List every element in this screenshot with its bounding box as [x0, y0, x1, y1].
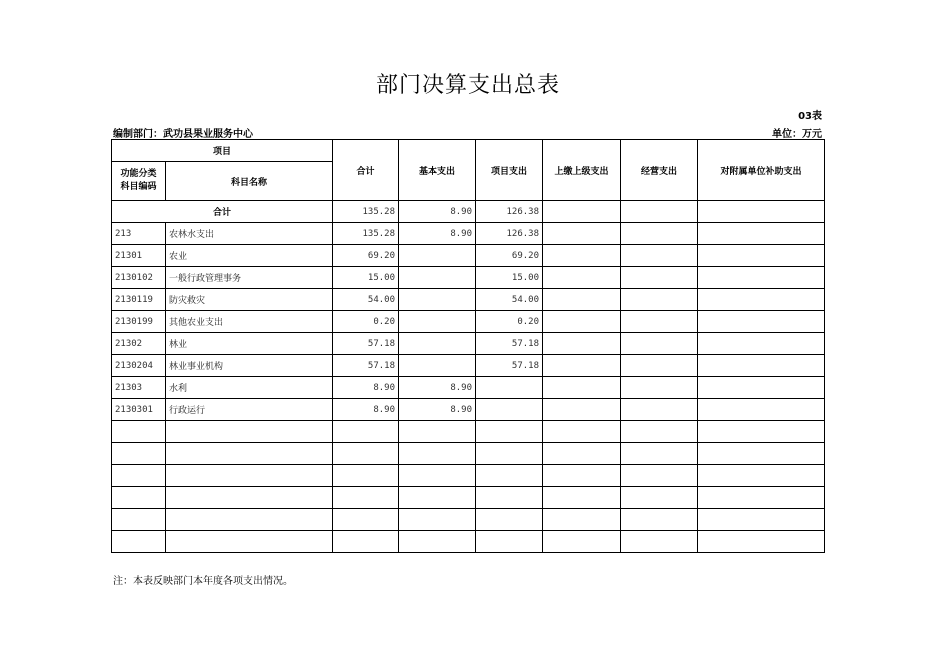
cell-name [166, 531, 333, 553]
cell-code: 2130301 [112, 399, 166, 421]
cell-total: 8.90 [333, 377, 399, 399]
cell-basic: 8.90 [399, 399, 476, 421]
cell-total [333, 487, 399, 509]
cell-subsidy [698, 399, 825, 421]
total-label: 合计 [112, 201, 333, 223]
cell-basic: 8.90 [399, 223, 476, 245]
cell-upper [543, 355, 621, 377]
cell-business [621, 487, 698, 509]
cell-project: 0.20 [476, 311, 543, 333]
cell-subsidy [698, 333, 825, 355]
table-row [112, 487, 825, 509]
cell-project: 57.18 [476, 355, 543, 377]
cell-code: 2130199 [112, 311, 166, 333]
expenditure-table [111, 139, 825, 553]
cell-project: 126.38 [476, 223, 543, 245]
table-row [112, 465, 825, 487]
cell-business [621, 509, 698, 531]
cell-basic [399, 333, 476, 355]
cell-code [112, 509, 166, 531]
cell-name [166, 465, 333, 487]
table-row [112, 421, 825, 443]
cell-upper [543, 311, 621, 333]
cell-basic: 8.90 [399, 377, 476, 399]
cell-project: 15.00 [476, 267, 543, 289]
cell-name: 其他农业支出 [166, 311, 333, 333]
cell-basic [399, 421, 476, 443]
cell-basic [399, 509, 476, 531]
header-func-code [112, 162, 166, 201]
cell-basic [399, 355, 476, 377]
header-project-expenditure: 项目支出 [476, 140, 543, 201]
table-row [112, 531, 825, 553]
table-row [112, 289, 825, 311]
cell-subsidy [698, 465, 825, 487]
cell-total [333, 509, 399, 531]
total-cell-project: 126.38 [476, 201, 543, 223]
total-cell-total: 135.28 [333, 201, 399, 223]
cell-basic [399, 487, 476, 509]
total-row [112, 201, 825, 223]
cell-name: 一般行政管理事务 [166, 267, 333, 289]
cell-name [166, 487, 333, 509]
cell-project [476, 399, 543, 421]
cell-business [621, 223, 698, 245]
total-cell-business [621, 201, 698, 223]
total-cell-subsidy [698, 201, 825, 223]
cell-total: 8.90 [333, 399, 399, 421]
table-row [112, 377, 825, 399]
cell-upper [543, 465, 621, 487]
cell-subsidy [698, 487, 825, 509]
cell-code: 21303 [112, 377, 166, 399]
header-upper-payment: 上缴上级支出 [543, 140, 621, 201]
table-row [112, 399, 825, 421]
header-total: 合计 [333, 140, 399, 201]
table-row [112, 333, 825, 355]
department-label: 编制部门：武功县果业服务中心 [113, 129, 253, 140]
form-number: 03表 [798, 111, 822, 122]
header-basic: 基本支出 [399, 140, 476, 201]
cell-business [621, 399, 698, 421]
cell-total: 57.18 [333, 355, 399, 377]
cell-upper [543, 223, 621, 245]
cell-code: 2130119 [112, 289, 166, 311]
cell-project: 69.20 [476, 245, 543, 267]
cell-name: 农业 [166, 245, 333, 267]
cell-name: 水利 [166, 377, 333, 399]
header-business: 经营支出 [621, 140, 698, 201]
cell-name: 林业 [166, 333, 333, 355]
cell-business [621, 289, 698, 311]
cell-subsidy [698, 223, 825, 245]
cell-upper [543, 333, 621, 355]
cell-subsidy [698, 421, 825, 443]
cell-subsidy [698, 267, 825, 289]
cell-code [112, 465, 166, 487]
total-cell-upper [543, 201, 621, 223]
header-project: 项目 [112, 140, 333, 162]
header-subsidy: 对附属单位补助支出 [698, 140, 825, 201]
cell-upper [543, 267, 621, 289]
header-func-code-line1: 功能分类 [120, 169, 157, 179]
cell-basic [399, 311, 476, 333]
cell-total: 135.28 [333, 223, 399, 245]
table-row [112, 311, 825, 333]
cell-subsidy [698, 245, 825, 267]
cell-code [112, 443, 166, 465]
cell-code [112, 531, 166, 553]
cell-business [621, 377, 698, 399]
cell-business [621, 531, 698, 553]
cell-name [166, 443, 333, 465]
cell-project [476, 421, 543, 443]
cell-basic [399, 289, 476, 311]
cell-business [621, 443, 698, 465]
cell-upper [543, 421, 621, 443]
cell-project [476, 509, 543, 531]
cell-total: 69.20 [333, 245, 399, 267]
cell-code: 213 [112, 223, 166, 245]
table-row [112, 355, 825, 377]
cell-subsidy [698, 509, 825, 531]
total-cell-basic: 8.90 [399, 201, 476, 223]
cell-name: 林业事业机构 [166, 355, 333, 377]
cell-project [476, 465, 543, 487]
cell-project: 57.18 [476, 333, 543, 355]
cell-business [621, 421, 698, 443]
cell-basic [399, 267, 476, 289]
header-func-code-line2: 科目编码 [120, 182, 157, 192]
cell-business [621, 355, 698, 377]
table-row [112, 443, 825, 465]
cell-basic [399, 531, 476, 553]
cell-upper [543, 377, 621, 399]
cell-basic [399, 245, 476, 267]
cell-total [333, 443, 399, 465]
cell-upper [543, 245, 621, 267]
cell-upper [543, 487, 621, 509]
cell-total: 15.00 [333, 267, 399, 289]
cell-upper [543, 531, 621, 553]
cell-business [621, 311, 698, 333]
table-row [112, 267, 825, 289]
cell-subsidy [698, 289, 825, 311]
cell-project [476, 377, 543, 399]
table-row [112, 245, 825, 267]
cell-code: 21301 [112, 245, 166, 267]
cell-code [112, 487, 166, 509]
cell-code: 2130102 [112, 267, 166, 289]
cell-total [333, 465, 399, 487]
cell-project [476, 443, 543, 465]
cell-name [166, 421, 333, 443]
cell-upper [543, 289, 621, 311]
cell-subsidy [698, 443, 825, 465]
table-row [112, 509, 825, 531]
cell-subsidy [698, 377, 825, 399]
cell-basic [399, 443, 476, 465]
cell-name: 行政运行 [166, 399, 333, 421]
cell-total [333, 531, 399, 553]
unit-label: 单位：万元 [772, 129, 822, 140]
cell-business [621, 245, 698, 267]
cell-business [621, 465, 698, 487]
cell-subsidy [698, 311, 825, 333]
cell-project [476, 531, 543, 553]
cell-business [621, 267, 698, 289]
cell-name: 防灾救灾 [166, 289, 333, 311]
cell-project: 54.00 [476, 289, 543, 311]
page-title: 部门决算支出总表 [375, 73, 560, 98]
cell-total: 57.18 [333, 333, 399, 355]
cell-name: 农林水支出 [166, 223, 333, 245]
cell-business [621, 333, 698, 355]
cell-total: 54.00 [333, 289, 399, 311]
cell-total: 0.20 [333, 311, 399, 333]
cell-subsidy [698, 531, 825, 553]
cell-code: 2130204 [112, 355, 166, 377]
cell-subsidy [698, 355, 825, 377]
table-row [112, 223, 825, 245]
cell-name [166, 509, 333, 531]
cell-upper [543, 509, 621, 531]
cell-code: 21302 [112, 333, 166, 355]
cell-code [112, 421, 166, 443]
cell-project [476, 487, 543, 509]
footnote: 注：本表反映部门本年度各项支出情况。 [113, 576, 293, 587]
cell-basic [399, 465, 476, 487]
cell-upper [543, 443, 621, 465]
header-subject-name: 科目名称 [166, 162, 333, 201]
cell-total [333, 421, 399, 443]
cell-upper [543, 399, 621, 421]
